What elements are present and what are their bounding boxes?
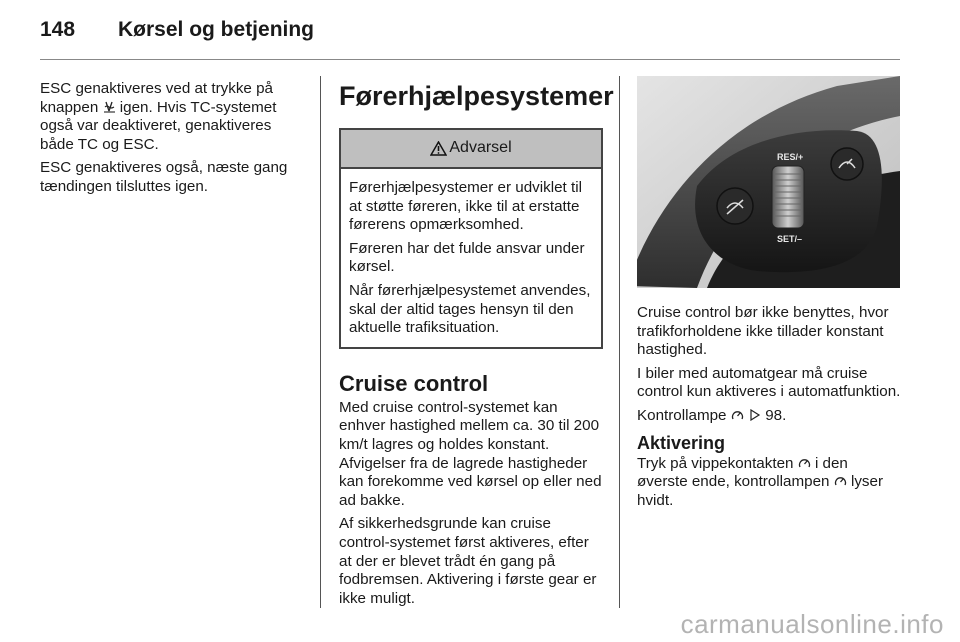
watermark: carmanualsonline.info — [680, 609, 944, 639]
right-column — [637, 76, 902, 515]
cruise-control-heading: Cruise control — [339, 370, 489, 396]
warning-triangle-icon — [430, 141, 447, 156]
steering-wheel-cruise-control-photo — [637, 76, 900, 288]
warning-paragraph: Når førerhjælpesystemet anvendes, skal der altid tages hensyn til den aktuelle trafiksituation. — [349, 281, 591, 337]
set-button-label: SET/– — [777, 234, 803, 244]
middle-column — [339, 76, 614, 613]
activation-heading: Aktivering — [637, 432, 726, 453]
activation-paragraph: Tryk på vippekontakten i den øverste ende, kontrollampen lyser hvidt. — [637, 454, 884, 509]
body-paragraph: I biler med automatgear må cruise control kun aktiveres i automatfunktion. — [637, 364, 901, 401]
section-title: Førerhjælpesystemer — [339, 81, 614, 111]
warning-paragraph: Føreren har det fulde ansvar under kørsel. — [349, 239, 585, 276]
esc-off-icon — [103, 101, 116, 113]
warning-box — [339, 128, 603, 349]
column-divider-2 — [619, 76, 620, 608]
header-rule — [40, 59, 900, 60]
cruise-control-icon — [834, 475, 847, 487]
res-button-label: RES/+ — [777, 152, 804, 162]
body-paragraph: Cruise control bør ikke benyttes, hvor trafikforholdene ikke tillader konstant hastighed. — [637, 304, 889, 359]
control-lamp-paragraph: Kontrollampe 98. — [637, 406, 787, 424]
column-divider-1 — [320, 76, 321, 608]
warning-title: Advarsel — [449, 139, 512, 157]
steering-wheel-photo — [637, 76, 900, 288]
body-paragraph: Af sikkerhedsgrunde kan cruise control-systemet først aktiveres, efter at der er blevet trådt én gang på fodbremsen. Aktivering i første gear er ikke muligt. — [339, 515, 597, 607]
reference-arrow-icon — [748, 409, 761, 421]
esc-paragraph: ESC genaktiveres ved at trykke på knappen igen. Hvis TC-systemet også var deaktiveret, genaktiveres både TC og ESC. — [40, 80, 277, 153]
warning-header — [341, 130, 601, 169]
cruise-control-icon — [798, 457, 811, 469]
page-number: 148 — [40, 18, 76, 41]
left-column — [40, 80, 308, 202]
body-paragraph: Med cruise control-systemet kan enhver hastighed mellem ca. 30 til 200 km/t lagres og holdes konstant. Afvigelser fra de lagrede hastigheder kan forekomme ved kørsel op eller ned ad bakke. — [339, 398, 602, 509]
esc-ignition-paragraph: ESC genaktiveres også, næste gang tændingen tilsluttes igen. — [40, 159, 288, 195]
chapter-title: Kørsel og betjening — [118, 18, 315, 41]
warning-paragraph: Førerhjælpesystemer er udviklet til at støtte føreren, ikke til at erstatte førerens opmærksomhed. — [349, 179, 582, 234]
page-header — [40, 18, 314, 42]
warning-body — [341, 169, 601, 347]
cruise-control-icon — [731, 409, 744, 421]
